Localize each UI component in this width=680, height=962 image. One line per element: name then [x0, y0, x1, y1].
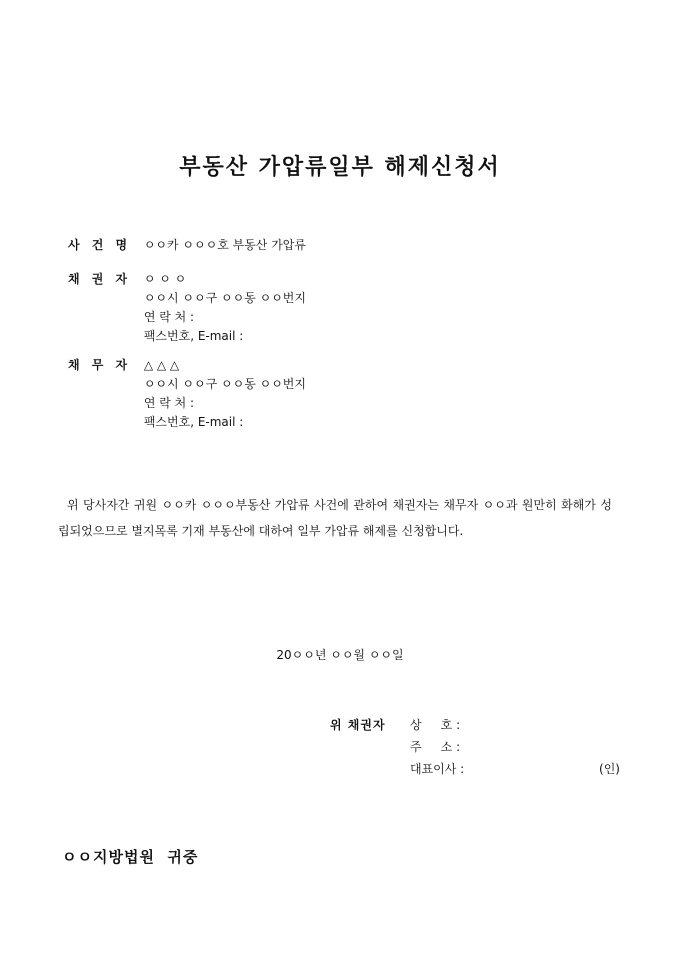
creditor-name: ㅇ ㅇ ㅇ: [143, 272, 187, 286]
address-field: 주 소 :: [410, 740, 461, 754]
creditor-contact: 연 락 처 :: [143, 310, 195, 324]
creditor-section: [68, 270, 306, 346]
debtor-fax-email: 팩스번호, E-mail :: [143, 415, 244, 429]
court-addressee: ㅇㅇ지방법원 귀중: [62, 848, 199, 866]
case-label: 사 건 명: [68, 238, 132, 252]
creditor-address: ㅇㅇ시 ㅇㅇ구 ㅇㅇ동 ㅇㅇ번지: [143, 291, 306, 305]
creditor-label: 채 권 자: [68, 272, 132, 286]
creditor-fax-email: 팩스번호, E-mail :: [143, 329, 244, 343]
filing-date: 20ㅇㅇ년 ㅇㅇ월 ㅇㅇ일: [276, 648, 404, 662]
debtor-label: 채 무 자: [68, 358, 132, 372]
signer-label: 위 채권자: [330, 718, 386, 732]
seal-mark: (인): [599, 762, 620, 776]
debtor-address: ㅇㅇ시 ㅇㅇ구 ㅇㅇ동 ㅇㅇ번지: [143, 377, 306, 391]
signature-block: [330, 714, 620, 780]
document-title: 부동산 가압류일부 해제신청서: [179, 154, 501, 180]
debtor-contact: 연 락 처 :: [143, 396, 195, 410]
debtor-name: △ △ △: [143, 358, 180, 372]
case-section: [68, 236, 306, 255]
company-name-field: 상 호 :: [410, 718, 461, 732]
representative-field: 대표이사 :: [410, 762, 465, 776]
request-body-paragraph: 위 당사자간 귀원 ㅇㅇ카 ㅇㅇㅇ부동산 가압류 사건에 관하여 채권자는 채무자 ㅇㅇ과 원만히 화해가 성립되었으므로 별지목록 기재 부동산에 대하여 일부 가압류 해제를 신청합니다.: [58, 498, 612, 538]
debtor-section: [68, 356, 306, 432]
case-value: ㅇㅇ카 ㅇㅇㅇ호 부동산 가압류: [143, 238, 306, 252]
